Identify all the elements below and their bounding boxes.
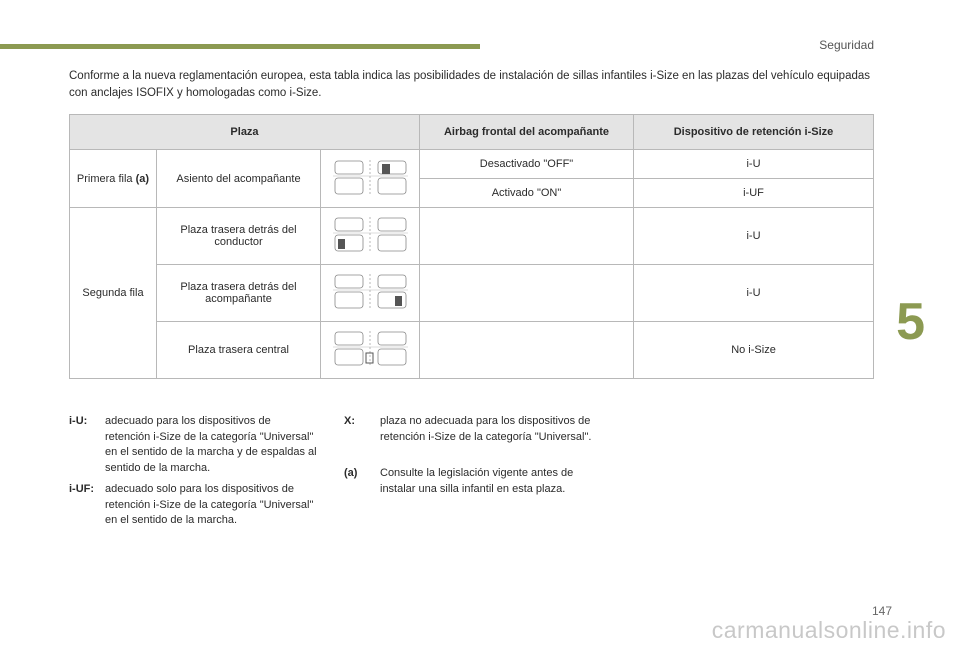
airbag-rear-driver (420, 208, 634, 265)
row-group-first-label: Primera fila (76, 172, 133, 185)
watermark: carmanualsonline.info (711, 617, 946, 643)
top-accent-bar (0, 44, 480, 49)
legend-x-term: X: (344, 415, 355, 427)
section-title: Seguridad (819, 38, 874, 52)
legend-a-term: (a) (344, 467, 358, 479)
header-plaza: Plaza (70, 115, 420, 150)
airbag-on: Activado "ON" (420, 179, 634, 208)
airbag-off: Desactivado "OFF" (420, 150, 634, 179)
airbag-rear-passenger (420, 265, 634, 322)
legend-iuf (69, 482, 319, 529)
seat-table (69, 114, 874, 379)
car-seat-diagram-icon (330, 215, 410, 257)
device-off: i-U (634, 150, 874, 179)
seat-diagram-rear-driver (321, 208, 420, 265)
seat-label-rear-center: Plaza trasera central (157, 322, 321, 379)
legend-x (344, 414, 604, 445)
chapter-number: 5 (896, 293, 925, 351)
device-rear-driver: i-U (634, 208, 874, 265)
legend-iuf-text: adecuado solo para los dispositivos de retención i-Size de la categoría "Universal" en el sentido de la marcha. (105, 483, 314, 526)
seat-diagram-passenger (321, 150, 420, 208)
seat-label-rear-passenger: Plaza trasera detrás del acompañante (157, 265, 321, 322)
seat-diagram-rear-center (321, 322, 420, 379)
device-on: i-UF (634, 179, 874, 208)
intro-paragraph: Conforme a la nueva reglamentación europea, esta tabla indica las posibilidades de instalación de sillas infantiles i-Size en las plazas del vehículo equipadas con anclajes ISOFIX y homologadas como i-Size. (69, 70, 871, 99)
legend-a-text: Consulte la legislación vigente antes de instalar una silla infantil en esta plaza. (380, 467, 574, 495)
car-seat-diagram-icon (330, 329, 410, 371)
legend-iu-text: adecuado para los dispositivos de retención i-Size de la categoría "Universal" en el sentido de la marcha y de espaldas al sentido de la marcha. (105, 415, 317, 474)
legend-iu-term: i-U: (69, 415, 88, 427)
row-group-second: Segunda fila (70, 208, 157, 379)
row-group-first (70, 150, 157, 208)
table-row (70, 322, 874, 379)
device-rear-passenger: i-U (634, 265, 874, 322)
table-row (70, 208, 874, 265)
header-device: Dispositivo de retención i-Size (634, 115, 874, 150)
legend-iu (69, 414, 319, 476)
table-row (70, 265, 874, 322)
row-group-first-note: (a) (135, 172, 150, 185)
legend-a (344, 466, 604, 497)
legend-iuf-term: i-UF: (69, 483, 95, 495)
car-seat-diagram-icon (330, 272, 410, 314)
table-row (70, 150, 874, 179)
header-airbag: Airbag frontal del acompañante (420, 115, 634, 150)
seat-diagram-rear-passenger (321, 265, 420, 322)
seat-label-rear-driver: Plaza trasera detrás del conductor (157, 208, 321, 265)
airbag-rear-center (420, 322, 634, 379)
legend-x-text: plaza no adecuada para los dispositivos de retención i-Size de la categoría "Universal". (380, 415, 592, 443)
page-number: 147 (871, 604, 892, 618)
table-header-row (70, 115, 874, 150)
car-seat-diagram-icon (330, 158, 410, 200)
device-rear-center: No i-Size (634, 322, 874, 379)
seat-label-passenger: Asiento del acompañante (157, 150, 321, 208)
